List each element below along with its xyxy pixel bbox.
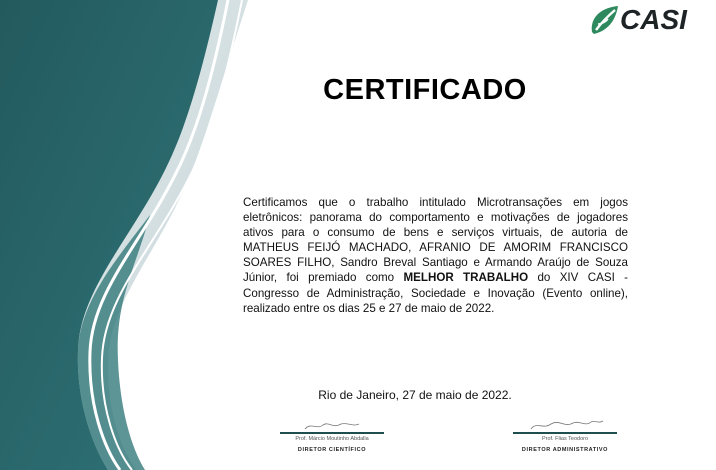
certificate-body <box>243 195 628 316</box>
signature-scribble <box>525 418 605 432</box>
signatory-name: Prof. Flias Teodoro <box>541 436 589 442</box>
certificate-title: CERTIFICADO <box>323 74 527 106</box>
body-intro: Certificamos que o trabalho intitulado Microtransações em jogos eletrônicos: panorama do comportamento e motivações de jogadores ativos para o consumo de bens e serviços virtuais, de autoria de MATHEUS FEIJÓ MACHADO, AFRANIO DE AMORIM FRANCISCO SOARES FILHO, Sandro Breval Santiago e Armando Araújo de Souza Júnior, foi premiado como <box>243 196 628 285</box>
body-outro: do XIV CASI - Congresso de Administração, Sociedade e Inovação (Evento online), realizado entre os dias 25 e 27 de maio de 2022. <box>243 271 628 315</box>
signature-block-administrative-director <box>495 418 635 453</box>
signature-block-scientific-director <box>262 420 402 453</box>
logo-text: CASI <box>620 4 687 35</box>
casi-logo <box>588 2 716 38</box>
certificate-date: Rio de Janeiro, 27 de maio de 2022. <box>318 388 512 402</box>
signatory-role: DIRETOR ADMINISTRATIVO <box>521 447 609 453</box>
signature-line <box>513 432 617 434</box>
signatory-role: DIRETOR CIENTÍFICO <box>297 447 367 453</box>
signatory-name: Prof. Márcio Moutinho Abdalla <box>295 436 369 442</box>
award-title: MELHOR TRABALHO <box>403 271 529 285</box>
signature-scribble <box>297 420 367 432</box>
signature-line <box>280 432 384 434</box>
casi-leaf-icon <box>588 2 622 38</box>
